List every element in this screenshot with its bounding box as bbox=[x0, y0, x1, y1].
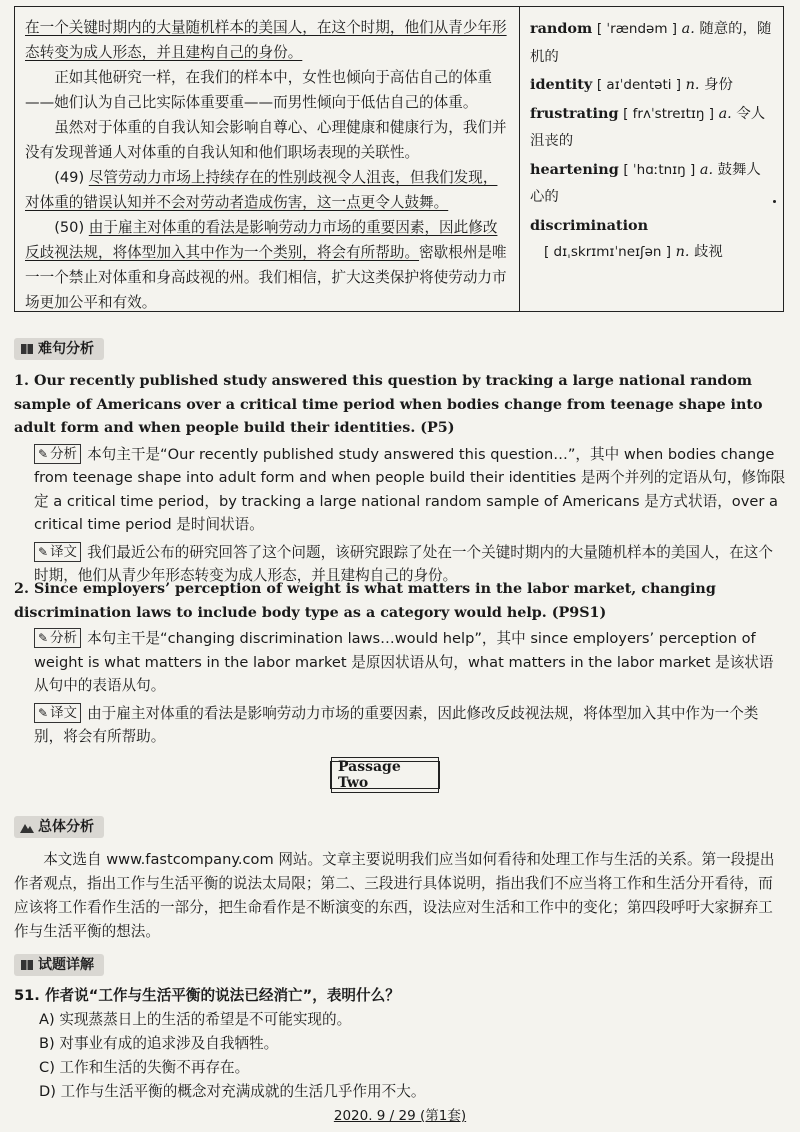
sentence-ref: (P5) bbox=[420, 420, 455, 436]
footer-text: 2020. 9 / 29 (第1套) bbox=[333, 1108, 467, 1124]
translation-paragraph-2: 正如其他研究一样，在我们的样本中，女性也倾向于高估自己的体重——她们认为自己比实际体重要重——而男性倾向于低估自己的体重。 bbox=[25, 69, 493, 111]
passage-title: Passage Two bbox=[331, 757, 439, 793]
pencil-icon: ✎ bbox=[38, 705, 49, 720]
translation-text-panel bbox=[15, 7, 520, 311]
mountain-icon bbox=[20, 821, 34, 833]
vocab-ipa: [ dɪˌskrɪmɪˈneɪʃən ] bbox=[544, 244, 671, 260]
option-b: B) 对事业有成的追求涉及自我牺牲。 bbox=[39, 1035, 279, 1052]
question-number-50: (50) bbox=[54, 219, 85, 236]
sentence-english: 1. Our recently published study answered this question by tracking a large national random sample of Americans over a critical time period when bodies change from teenage shape into adult form and when people build their identities. (P5) bbox=[14, 370, 786, 441]
vocab-item bbox=[530, 156, 773, 212]
vocab-item bbox=[530, 15, 773, 71]
sentence-ref: (P9S1) bbox=[551, 604, 607, 621]
answer-49-text: 尽管劳动力市场上持续存在的性别歧视令人沮丧，但我们发现，对体重的错误认知并不会对劳动者造成伤害，这一点更令人鼓舞。 bbox=[25, 169, 498, 211]
question-51 bbox=[14, 984, 786, 1104]
option-c: C) 工作和生活的失衡不再存在。 bbox=[39, 1059, 250, 1076]
section-title: 试题详解 bbox=[38, 957, 94, 973]
sentence-2 bbox=[14, 578, 786, 749]
section-title: 难句分析 bbox=[38, 341, 94, 357]
vocab-ipa: [ frʌˈstreɪtɪŋ ] bbox=[623, 105, 714, 122]
analysis-text: 本句主干是“changing discrimination laws…would help”，其中 since employers’ perception of weight is what matters in the labor market 是原因状语从句，what matters in the labor market 是该状语从句中的表语从句。 bbox=[34, 630, 774, 694]
section-title: 总体分析 bbox=[38, 819, 94, 835]
passage-title-box bbox=[330, 761, 440, 789]
analysis-text: 本句主干是“Our recently published study answered this question…”，其中 when bodies change from teenage shape into adult form and when people build their identities 是两个并列的定语从句，修饰限定 a critical time period，by tracking a large national random sample of Americans 是方式状语，over a critical time period 是时间状语。 bbox=[34, 445, 786, 533]
pencil-icon: ✎ bbox=[38, 446, 49, 461]
translation-text: 我们最近公布的研究回答了这个问题，该研究跟踪了处在一个关键时期内的大量随机样本的美国人，在这个时期，他们从青少年形态转变为成人形态，并且建构自己的身份。 bbox=[34, 543, 773, 584]
vocab-meaning: 鼓舞人心的 bbox=[530, 161, 761, 205]
section-tag-questions bbox=[14, 954, 104, 976]
vocab-word: frustrating bbox=[530, 104, 619, 122]
vocab-item bbox=[530, 71, 773, 100]
analysis-label: ✎ 分析 bbox=[34, 628, 81, 648]
answer-50-text: 由于雇主对体重的看法是影响劳动力市场的重要因素，因此修改反歧视法规，将体型加入其中作为一个类别，将会有所帮助。 bbox=[25, 219, 498, 261]
vocab-meaning: 歧视 bbox=[693, 244, 723, 260]
question-options bbox=[14, 1008, 786, 1104]
question-stem: 51. 作者说“工作与生活平衡的说法已经消亡”，表明什么？ bbox=[14, 987, 400, 1004]
analysis bbox=[14, 627, 786, 698]
book-icon bbox=[20, 959, 34, 971]
sentence-english: 2. Since employers’ perception of weight is what matters in the labor market, changing discrimination laws to include body type as a category would help. (P9S1) bbox=[14, 578, 786, 625]
vocab-pos: a. bbox=[681, 21, 695, 37]
question-number-49: (49) bbox=[54, 169, 85, 186]
pencil-icon: ✎ bbox=[38, 631, 49, 645]
translation-paragraph-4 bbox=[25, 165, 509, 215]
option-a: A) 实现蒸蒸日上的生活的希望是不可能实现的。 bbox=[39, 1011, 352, 1028]
translation-label: ✎ 译文 bbox=[34, 703, 81, 723]
vocab-pos: a. bbox=[718, 105, 732, 122]
option-d: D) 工作与生活平衡的概念对充满成就的生活几乎作用不大。 bbox=[39, 1083, 426, 1100]
translation-paragraph-1: 在一个关键时期内的大量随机样本的美国人，在这个时期，他们从青少年形态转变为成人形态，并且建构自己的身份。 bbox=[25, 19, 507, 61]
translation-text: 由于雇主对体重的看法是影响劳动力市场的重要因素，因此修改反歧视法规，将体型加入其中作为一个类别，将会有所帮助。 bbox=[34, 704, 759, 745]
vocab-meaning: 令人沮丧的 bbox=[530, 105, 766, 149]
question-number: 51. bbox=[14, 987, 40, 1004]
vocab-item bbox=[530, 100, 773, 156]
translation-label: ✎ 译文 bbox=[34, 542, 81, 562]
translation-box bbox=[14, 6, 784, 312]
sentence-1 bbox=[14, 370, 786, 588]
vocab-ipa: [ ˈhɑːtnɪŋ ] bbox=[623, 161, 696, 178]
vocab-word: heartening bbox=[530, 160, 619, 178]
page-footer bbox=[0, 1104, 800, 1124]
book-icon bbox=[20, 343, 34, 355]
translation-paragraph-5-rest: 密歇根州是唯一一个禁止对体重和身高歧视的州。我们相信，扩大这类保护将使劳动力市场更加公平和有效。 bbox=[25, 244, 507, 311]
pencil-icon: ✎ bbox=[38, 544, 49, 559]
vocab-pos: n. bbox=[685, 77, 700, 93]
stray-dot bbox=[773, 200, 776, 203]
vocab-word: random bbox=[530, 20, 593, 37]
sentence-number: 2. bbox=[14, 581, 29, 597]
translation bbox=[14, 702, 786, 749]
vocab-meaning: 随意的，随机的 bbox=[530, 21, 772, 65]
vocab-word: discrimination bbox=[530, 216, 649, 234]
translation-paragraph-3: 虽然对于体重的自我认知会影响自尊心、心理健康和健康行为，我们并没有发现普通人对体重的自我认知和他们职场表现的关联性。 bbox=[25, 119, 507, 161]
analysis-label: ✎ 分析 bbox=[34, 444, 81, 464]
vocab-pos: n. bbox=[675, 244, 690, 260]
vocab-pos: a. bbox=[699, 161, 714, 178]
translation-paragraph-5 bbox=[25, 215, 509, 315]
vocab-meaning: 身份 bbox=[704, 77, 733, 93]
vocabulary-panel bbox=[520, 7, 783, 311]
vocab-word: identity bbox=[530, 76, 593, 93]
sentence-number: 1. bbox=[14, 373, 29, 389]
vocab-item bbox=[530, 212, 773, 267]
overall-analysis-text: 本文选自 www.fastcompany.com 网站。文章主要说明我们应当如何看待和处理工作与生活的关系。第一段提出作者观点，指出工作与生活平衡的说法太局限；第二、三段进行具体说明，指出我们不应当将工作和生活分开看待，而应该将工作看作生活的一部分，把生命看作是不断演变的东西，设法应对生活和工作中的变化；第四段呼吁大家摒弃工作与生活平衡的想法。 bbox=[14, 851, 775, 940]
section-tag-overall bbox=[14, 816, 104, 838]
section-tag-difficult bbox=[14, 338, 104, 360]
analysis bbox=[14, 443, 786, 537]
vocab-ipa: [ ˈrændəm ] bbox=[596, 21, 678, 37]
vocab-ipa: [ aɪˈdentəti ] bbox=[596, 77, 682, 93]
